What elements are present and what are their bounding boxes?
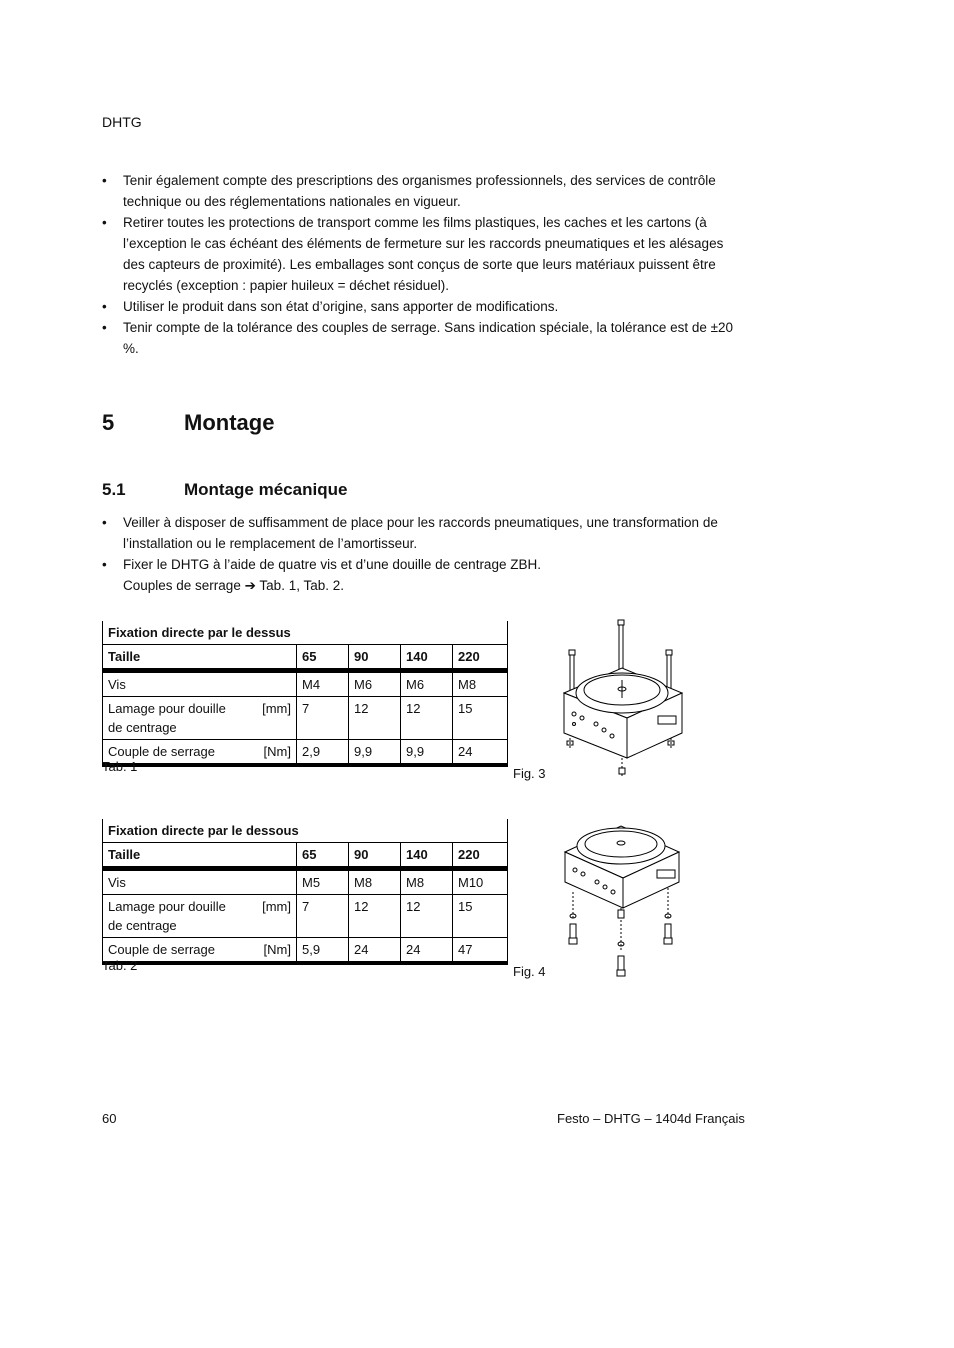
row-label: Couple de serrage [108, 744, 215, 759]
subsection-heading [102, 480, 347, 500]
list-item: • Retirer toutes les protections de transport comme les films plastiques, les caches et les cartons (à l’exception le cas échéant des éléments de fermeture sur les raccords pneumatiques et les alésages des capteurs de proximité). Les emballages sont conçus de sorte que leurs matériaux puissent être recyclés (exception : papier huileux = déchet résiduel). [102, 212, 742, 296]
running-header: DHTG [102, 114, 142, 130]
table-cell: 7 [297, 697, 349, 740]
table-row [103, 697, 508, 740]
table-cell: 24 [349, 938, 401, 964]
mount-bullet-list [102, 512, 747, 596]
torque-reference-label: Couples de serrage [123, 578, 241, 593]
table-cell: M8 [349, 869, 401, 895]
table-row [103, 740, 508, 766]
table-cell: M8 [401, 869, 453, 895]
row-unit: [mm] [262, 701, 291, 716]
list-item: • Tenir compte de la tolérance des couples de serrage. Sans indication spéciale, la tolérance est de ±20 %. [102, 317, 742, 359]
row-unit: [Nm] [263, 942, 291, 957]
section-title: Montage [184, 410, 275, 435]
list-item: • Utiliser le produit dans son état d’origine, sans apporter de modifications. [102, 296, 742, 317]
table-cell: M4 [297, 671, 349, 697]
table-cell: 12 [401, 697, 453, 740]
list-item: • Veiller à disposer de suffisamment de place pour les raccords pneumatiques, une transformation de l’installation ou le remplacement de l’amortisseur. [102, 512, 747, 554]
table-cell: 9,9 [401, 740, 453, 766]
table-cell: 2,9 [297, 740, 349, 766]
row-unit: [mm] [262, 899, 291, 914]
fixation-top-table [102, 621, 508, 767]
table-row [103, 938, 508, 964]
table-cell: M10 [453, 869, 508, 895]
table-header-cell: 220 [453, 645, 508, 671]
table-cell: 7 [297, 895, 349, 938]
table-cell: 24 [453, 740, 508, 766]
table-reference: Tab. 1, Tab. 2. [259, 578, 344, 593]
figure-caption: Fig. 3 [513, 766, 546, 781]
table-header-label: Taille [103, 843, 297, 869]
table-cell: 5,9 [297, 938, 349, 964]
table-cell: 12 [349, 697, 401, 740]
table-row [103, 671, 508, 697]
row-label: Lamage pour douille de centrage [108, 899, 226, 933]
subsection-number: 5.1 [102, 480, 126, 499]
table-cell: 24 [401, 938, 453, 964]
table-row [103, 895, 508, 938]
row-label: Lamage pour douille de centrage [108, 701, 226, 735]
table-cell: M6 [349, 671, 401, 697]
arrow-right-icon: ➔ [244, 578, 256, 593]
table-cell: 15 [453, 697, 508, 740]
table-cell: 12 [401, 895, 453, 938]
table-header-cell: 90 [349, 645, 401, 671]
section-number: 5 [102, 410, 115, 435]
table-caption: Tab. 1 [102, 759, 138, 774]
table-header-label: Taille [103, 645, 297, 671]
section-heading [102, 410, 274, 436]
table-cell: M8 [453, 671, 508, 697]
figure-caption: Fig. 4 [513, 964, 546, 979]
row-label: Vis [103, 671, 297, 697]
table-cell: M5 [297, 869, 349, 895]
table-header-cell: 140 [401, 645, 453, 671]
table-header-cell: 140 [401, 843, 453, 869]
table-title: Fixation directe par le dessous [103, 819, 508, 843]
table-cell: 12 [349, 895, 401, 938]
mounting-from-above-illustration [552, 618, 692, 783]
table-header-cell: 90 [349, 843, 401, 869]
table-cell: M6 [401, 671, 453, 697]
table-cell: 47 [453, 938, 508, 964]
fixation-bottom-table [102, 819, 508, 965]
intro-bullet-list [102, 170, 742, 359]
table-caption: Tab. 2 [102, 958, 138, 973]
table-header-cell: 65 [297, 843, 349, 869]
subsection-title: Montage mécanique [184, 480, 348, 499]
list-item: • Tenir également compte des prescriptions des organismes professionnels, des services de contrôle technique ou des réglementations nationales en vigueur. [102, 170, 742, 212]
mounting-from-below-illustration [555, 812, 690, 980]
table-row [103, 869, 508, 895]
list-item [102, 554, 747, 596]
row-unit: [Nm] [263, 744, 291, 759]
row-label: Vis [103, 869, 297, 895]
document-reference: Festo – DHTG – 1404d Français [557, 1111, 745, 1126]
table-title: Fixation directe par le dessus [103, 621, 508, 645]
table-header-cell: 220 [453, 843, 508, 869]
row-label: Couple de serrage [108, 942, 215, 957]
page-number: 60 [102, 1111, 117, 1126]
list-item-line: Fixer le DHTG à l’aide de quatre vis et d’une douille de centrage ZBH. [123, 557, 541, 572]
table-cell: 15 [453, 895, 508, 938]
table-header-cell: 65 [297, 645, 349, 671]
table-cell: 9,9 [349, 740, 401, 766]
